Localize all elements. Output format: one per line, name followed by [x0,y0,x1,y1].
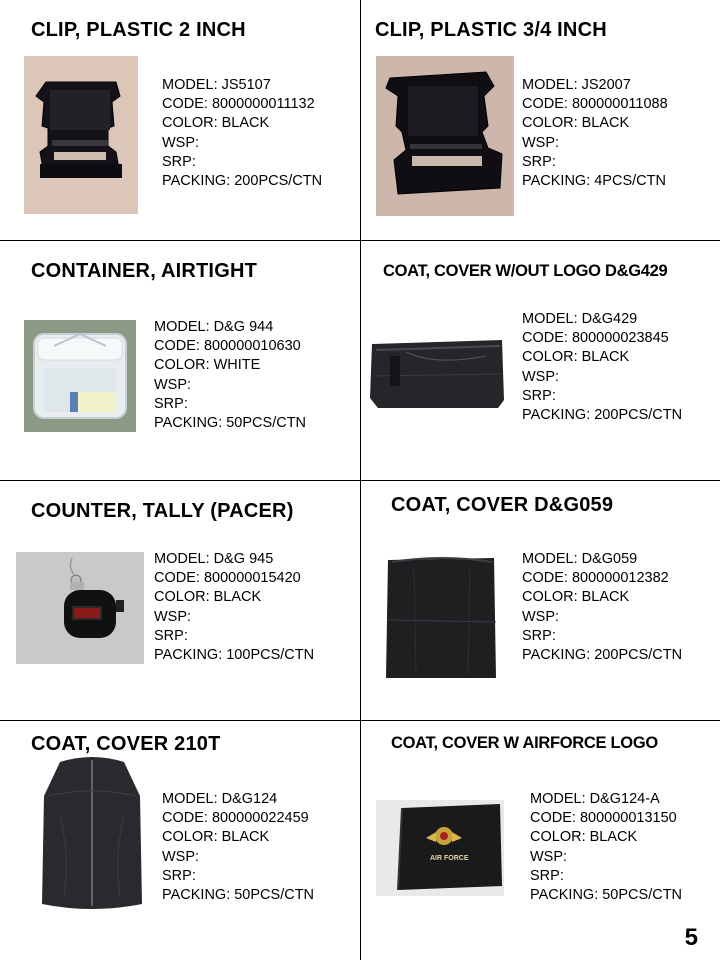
color-text: COLOR: BLACK [162,115,270,132]
srp-text: SRP: [522,153,556,170]
code-text: CODE: 800000015420 [154,570,301,587]
code-text: CODE: 800000012382 [522,570,669,587]
packing-text: PACKING: 200PCS/CTN [522,407,683,424]
color-text: COLOR: BLACK [522,589,630,606]
product-card-coat-cover-059 [360,480,720,720]
wsp-text: WSP: [522,134,560,151]
product-image-coat-cover [384,528,500,682]
page-number: 5 [684,924,698,951]
wsp-text: WSP: [154,376,192,393]
product-details [162,76,322,191]
model-text: MODEL: D&G059 [522,551,638,567]
model-text: MODEL: D&G124 [162,791,278,807]
product-image-coat-cover [366,336,506,422]
product-details [522,310,682,425]
product-image-buckle [24,56,138,214]
code-text: CODE: 8000000011132 [162,96,315,113]
color-text: COLOR: BLACK [154,589,262,606]
color-text: COLOR: BLACK [522,115,630,132]
wsp-text: WSP: [530,848,568,865]
product-image-airforce-coat-cover [376,800,504,896]
product-card-clip-3-4in [360,0,720,240]
model-text: MODEL: JS5107 [162,77,271,93]
packing-text: PACKING: 50PCS/CTN [154,415,307,432]
wsp-text: WSP: [154,608,192,625]
srp-text: SRP: [522,627,556,644]
product-card-coat-cover-airforce [360,720,720,960]
model-text: MODEL: JS2007 [522,77,631,93]
model-text: MODEL: D&G429 [522,311,638,327]
product-details [522,76,668,191]
product-card-coat-cover-210t [0,720,360,960]
airforce-logo-text: AIR FORCE [430,855,469,862]
product-title: CONTAINER, AIRTIGHT [31,260,258,282]
product-image-tally-counter [16,552,144,664]
product-title: COAT, COVER W AIRFORCE LOGO [391,734,658,752]
model-text: MODEL: D&G124-A [530,791,660,807]
wsp-text: WSP: [162,134,200,151]
product-card-container [0,240,360,480]
wsp-text: WSP: [162,848,200,865]
packing-text: PACKING: 200PCS/CTN [522,647,683,664]
product-details [162,790,314,905]
srp-text: SRP: [154,395,188,412]
product-image-garment-bag [40,756,144,916]
product-title: CLIP, PLASTIC 3/4 INCH [375,19,607,41]
packing-text: PACKING: 4PCS/CTN [522,173,666,190]
packing-text: PACKING: 100PCS/CTN [154,647,315,664]
color-text: COLOR: BLACK [522,349,630,366]
srp-text: SRP: [162,867,196,884]
code-text: CODE: 800000010630 [154,338,301,355]
color-text: COLOR: BLACK [530,829,638,846]
product-card-clip-2in [0,0,360,240]
color-text: COLOR: BLACK [162,829,270,846]
srp-text: SRP: [530,867,564,884]
model-text: MODEL: D&G 944 [154,319,274,335]
product-details [154,318,306,433]
packing-text: PACKING: 50PCS/CTN [162,887,315,904]
code-text: CODE: 800000013150 [530,810,677,827]
code-text: CODE: 800000011088 [522,96,668,113]
model-text: MODEL: D&G 945 [154,551,274,567]
product-title: CLIP, PLASTIC 2 INCH [31,19,246,41]
color-text: COLOR: WHITE [154,357,261,374]
code-text: CODE: 800000022459 [162,810,309,827]
wsp-text: WSP: [522,608,560,625]
product-title: COAT, COVER D&G059 [391,494,614,516]
packing-text: PACKING: 50PCS/CTN [530,887,683,904]
product-image-container [24,320,136,432]
product-image-buckle [376,56,514,216]
product-details [154,550,314,665]
srp-text: SRP: [154,627,188,644]
wsp-text: WSP: [522,368,560,385]
code-text: CODE: 800000023845 [522,330,669,347]
product-title: COAT, COVER 210T [31,733,221,755]
product-card-tally-counter [0,480,360,720]
product-details [522,550,682,665]
packing-text: PACKING: 200PCS/CTN [162,173,323,190]
product-card-coat-cover-no-logo [360,240,720,480]
product-title: COAT, COVER W/OUT LOGO D&G429 [383,262,668,280]
srp-text: SRP: [522,387,556,404]
srp-text: SRP: [162,153,196,170]
product-title: COUNTER, TALLY (PACER) [31,500,294,522]
product-details [530,790,682,905]
